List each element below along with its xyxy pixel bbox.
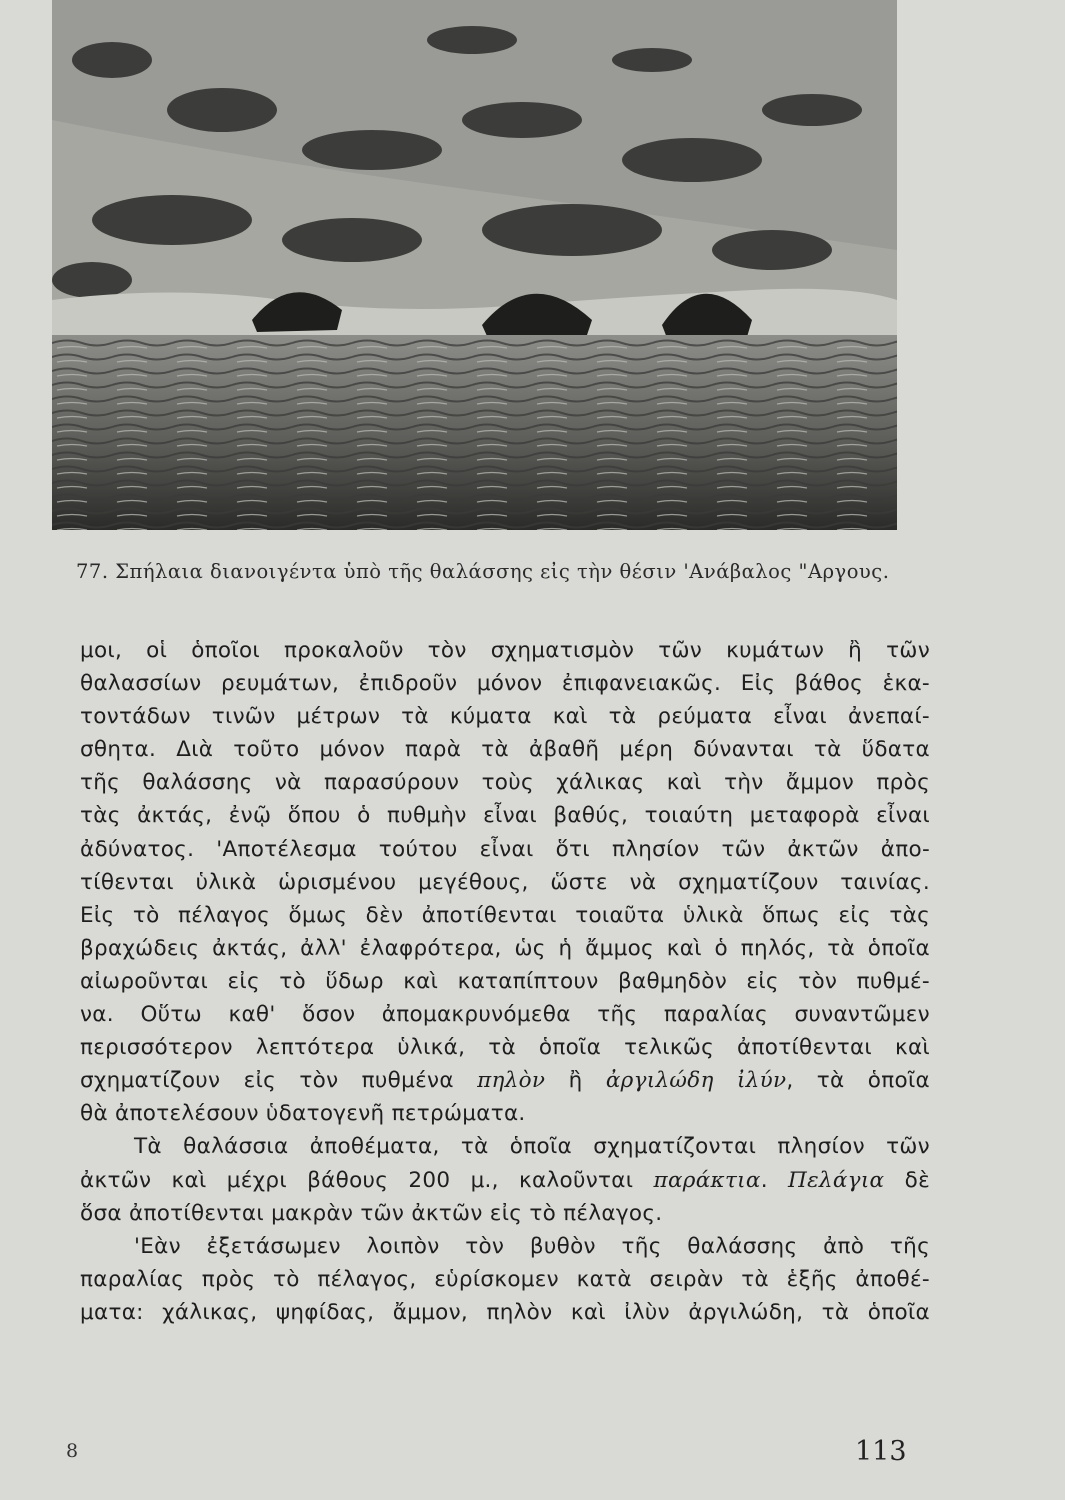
text-line: παραλίας πρὸς τὸ πέλαγος, εὑρίσκομεν κατὰ σειρὰν τὰ ἑξῆς ἀποθέ- [80, 1266, 930, 1292]
text-run: σχηματίζουν εἰς τὸν πυθμένα [80, 1068, 478, 1094]
text-line: τὰς ἀκτάς, ἐνῷ ὅπου ὁ πυθμὴν εἶναι βαθύς, τοιαύτη μεταφορὰ εἶναι [80, 803, 930, 829]
text-line: βραχώδεις ἀκτάς, ἀλλ' ἐλαφρότερα, ὡς ἡ ἄμμος καὶ ὁ πηλός, τὰ ὁποῖα [80, 935, 930, 961]
text-run: δὲ [884, 1167, 930, 1193]
text-line: ματα: χάλικας, ψηφίδας, ἄμμον, πηλὸν καὶ ἰλὺν ἀργιλώδη, τὰ ὁποῖα [80, 1299, 930, 1325]
text-line: θαλασσίων ρευμάτων, ἐπιδροῦν μόνον ἐπιφανειακῶς. Εἰς βάθος ἑκα- [80, 671, 930, 697]
text-line: ἀδύνατος. 'Αποτέλεσμα τούτου εἶναι ὅτι πλησίον τῶν ἀκτῶν ἀπο- [80, 836, 930, 862]
term-coastal: παράκτια [653, 1167, 761, 1193]
text-line [80, 1064, 930, 1097]
page-number: 113 [855, 1436, 907, 1467]
term-clay: πηλὸν [477, 1068, 546, 1094]
text-line [80, 1164, 930, 1197]
text-line: να. Οὕτω καθ' ὅσον ἀπομακρυνόμεθα τῆς παραλίας συναντῶμεν [80, 1002, 930, 1028]
text-line: τίθενται ὑλικὰ ὡρισμένου μεγέθους, ὥστε νὰ σχηματίζουν ταινίας. [80, 869, 930, 895]
text-run: ἢ [545, 1068, 606, 1094]
body-text [80, 634, 930, 1329]
text-line: αἰωροῦνται εἰς τὸ ὕδωρ καὶ καταπίπτουν βαθμηδὸν εἰς τὸν πυθμέ- [80, 968, 930, 994]
term-clayey-silt: ἀργιλώδη ἰλύν [605, 1068, 787, 1094]
figure-caption: 77. Σπήλαια διανοιγέντα ὑπὸ τῆς θαλάσσης εἰς τὴν θέσιν 'Ανάβαλος "Αργους. [76, 560, 890, 583]
text-line: περισσότερον λεπτότερα ὑλικά, τὰ ὁποῖα τελικῶς ἀποτίθενται καὶ [80, 1035, 930, 1061]
text-line: ὅσα ἀποτίθενται μακρὰν τῶν ἀκτῶν εἰς τὸ πέλαγος. [80, 1200, 663, 1226]
text-line: τοντάδων τινῶν μέτρων τὰ κύματα καὶ τὰ ρεύματα εἶναι ἀνεπαί- [80, 704, 930, 730]
text-line: τῆς θαλάσσης νὰ παρασύρουν τοὺς χάλικας καὶ τὴν ἄμμον πρὸς [80, 770, 930, 796]
text-run: , τὰ ὁποῖα [786, 1068, 931, 1094]
text-line: θὰ ἀποτελέσουν ὑδατογενῆ πετρώματα. [80, 1101, 526, 1127]
signature-mark: 8 [66, 1440, 79, 1462]
text-line: σθητα. Διὰ τοῦτο μόνον παρὰ τὰ ἀβαθῆ μέρη δύνανται τὰ ὕδατα [80, 737, 930, 763]
sea-caves-photo [52, 0, 897, 530]
text-line: Τὰ θαλάσσια ἀποθέματα, τὰ ὁποῖα σχηματίζονται πλησίον τῶν [134, 1134, 930, 1160]
text-line: μοι, οἱ ὁποῖοι προκαλοῦν τὸν σχηματισμὸν τῶν κυμάτων ἢ τῶν [80, 638, 930, 663]
text-run: ἀκτῶν καὶ μέχρι βάθους 200 μ., καλοῦνται [80, 1167, 654, 1193]
text-run: . [760, 1167, 789, 1193]
text-line: 'Εὰν ἐξετάσωμεν λοιπὸν τὸν βυθὸν τῆς θαλάσσης ἀπὸ τῆς [134, 1233, 930, 1259]
text-line: Εἰς τὸ πέλαγος ὅμως δὲν ἀποτίθενται τοιαῦτα ὑλικὰ ὅπως εἰς τὰς [80, 902, 930, 928]
term-pelagic: Πελάγια [788, 1167, 885, 1193]
